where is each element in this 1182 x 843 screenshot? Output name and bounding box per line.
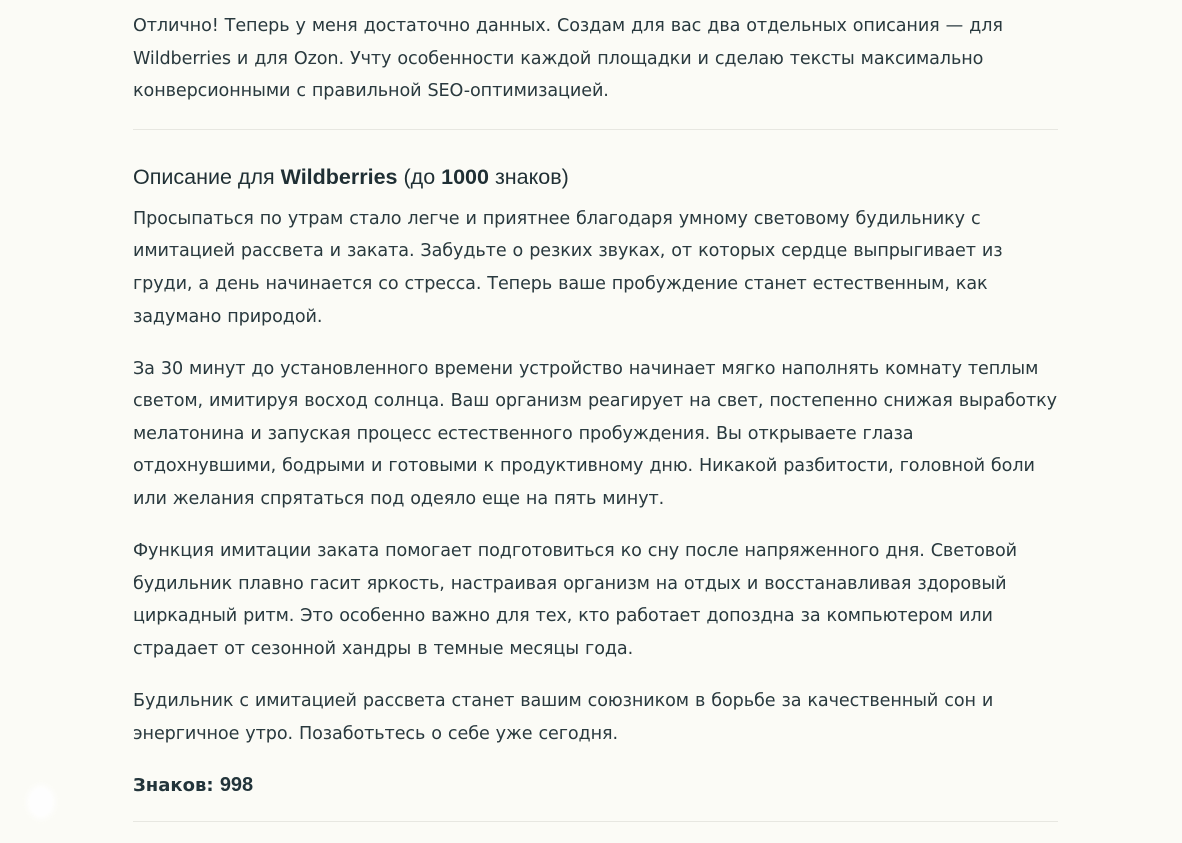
description-paragraph-2: За 30 минут до установленного времени устройство начинает мягко наполнять комнату теплым светом, имитируя восход солнца. Ваш организм реагирует на свет, постепенно снижая выработку мелатонина и запуская процесс естественного пробуждения. Вы открываете глаза отдохнувшими, бодрыми и готовыми к продуктивному дню. Никакой разбитости, головной боли или желания спрятаться под одеяло еще на пять минут.	[133, 358, 1057, 510]
character-count-label: Знаков:	[133, 774, 220, 796]
description-paragraph-3: Функция имитации заката помогает подготовиться ко сну после напряженного дня. Световой будильник плавно гасит яркость, настраивая организм на отдых и восстанавливая здоровый циркадный ритм. Это особенно важно для тех, кто работает допоздна за компьютером или страдает от сезонной хандры в темные месяцы года.	[133, 541, 1018, 659]
intro-paragraph: Отлично! Теперь у меня достаточно данных. Создам для вас два отдельных описания — для Wildberries и для Ozon. Учту особенности каждой площадки и сделаю тексты максимально конверсионными с правильной SEO-оптимизацией.	[133, 16, 1003, 102]
character-count-value: 998	[219, 773, 254, 796]
description-paragraph-1: Просыпаться по утрам стало легче и приятнее благодаря умному световому будильнику с имитацией рассвета и заката. Забудьте о резких звуках, от которых сердце выпрыгивает из груди, а день начинается со стресса. Теперь ваше пробуждение станет естественным, как задумано природой.	[133, 208, 1003, 327]
heading-limit: 1000	[441, 164, 489, 189]
section-heading	[133, 162, 1058, 192]
heading-close: знаков)	[488, 164, 569, 189]
description-paragraph-4: Будильник с имитацией рассвета станет вашим союзником в борьбе за качественный сон и энергичное утро. Позаботьтесь о себе уже сегодня.	[133, 691, 994, 744]
divider	[133, 129, 1058, 130]
character-count	[133, 770, 1058, 801]
divider-bottom	[133, 821, 1058, 822]
heading-open: (до	[397, 164, 442, 189]
faded-icon	[30, 788, 52, 816]
heading-prefix: Описание для	[133, 164, 281, 189]
chat-message	[133, 10, 1058, 822]
heading-brand: Wildberries	[280, 164, 398, 189]
